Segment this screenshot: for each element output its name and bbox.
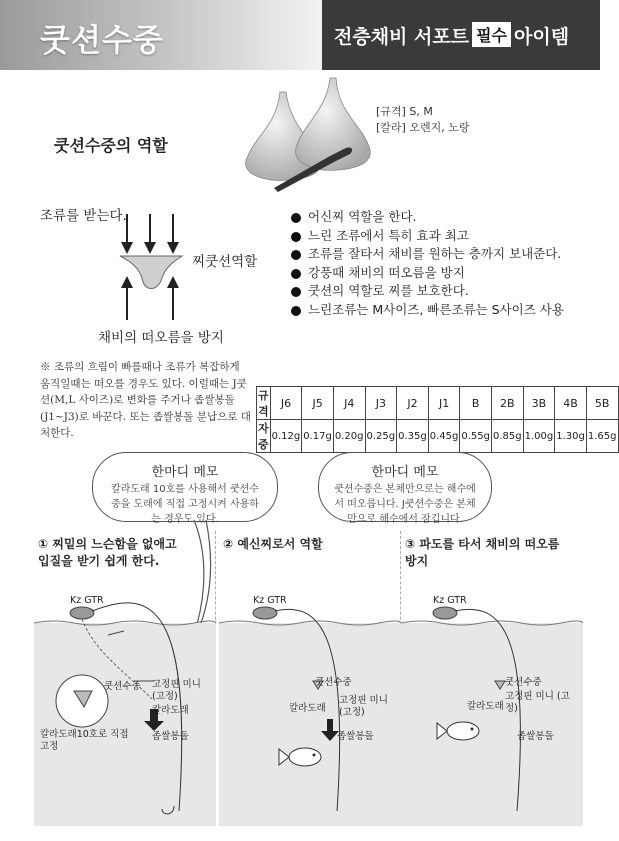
table-cell: 1.65g bbox=[586, 420, 618, 453]
rig-label: 쿳션수중 bbox=[505, 677, 542, 688]
memo-body: 칼라도래 10호를 사용해서 쿳션수중을 도래에 직접 고정시켜 사용하는 경우도 있다. bbox=[111, 484, 259, 525]
float-icon bbox=[433, 607, 457, 619]
feature-item: 느린조류는 M사이즈, 빠른조류는 S사이즈 사용 bbox=[288, 301, 564, 320]
spec-color-label: [칼라] bbox=[376, 121, 406, 134]
memo-bubble-1 bbox=[92, 452, 278, 525]
table-header-size: 규격 bbox=[257, 387, 271, 420]
panel-1 bbox=[34, 531, 216, 826]
spec-color-value: 오렌지, 노랑 bbox=[409, 121, 470, 134]
rig-diagram bbox=[401, 531, 583, 826]
down-arrows bbox=[127, 214, 173, 248]
label-float-cushion: 찌쿳션역할 bbox=[192, 254, 258, 270]
rig-label: 칼라도래 bbox=[289, 703, 326, 714]
header-banner-right bbox=[322, 0, 600, 70]
rig-label: 좁쌀봉돌 bbox=[517, 731, 554, 742]
panel-3 bbox=[401, 531, 583, 826]
table-cell: 0.25g bbox=[365, 420, 397, 453]
spec-size-value: S, M bbox=[409, 105, 433, 118]
rig-label: 고정핀 미니 (고정) bbox=[505, 691, 570, 714]
table-header-weight: 자중 bbox=[257, 420, 271, 453]
cushion-mark bbox=[495, 681, 505, 689]
float-label: Kz GTR bbox=[433, 595, 467, 606]
table-cell: J5 bbox=[302, 387, 334, 420]
rig-diagram bbox=[219, 531, 401, 826]
rig-label: 고정핀 미니 (고정) bbox=[152, 679, 201, 702]
header-banner-left bbox=[0, 0, 322, 70]
table-cell: J3 bbox=[365, 387, 397, 420]
rig-label: 칼라도래 bbox=[152, 705, 189, 716]
page-subtitle bbox=[334, 22, 569, 49]
rig-label: 좁쌀봉돌 bbox=[152, 731, 189, 742]
rig-label: 칼라도래10호로 직접고정 bbox=[40, 729, 129, 752]
panel-2 bbox=[219, 531, 401, 826]
table-cell: 0.55g bbox=[460, 420, 492, 453]
table-cell: 0.12g bbox=[270, 420, 302, 453]
subtitle-post: 아이템 bbox=[514, 26, 570, 48]
table-cell: 2B bbox=[492, 387, 524, 420]
table-cell: 0.45g bbox=[428, 420, 460, 453]
table-row-weight bbox=[257, 420, 619, 453]
fish-icon bbox=[437, 722, 479, 740]
panel-title: ② 예신찌로서 역할 bbox=[223, 537, 323, 551]
rig-label: 좁쌀봉돌 bbox=[337, 731, 374, 742]
float-icon bbox=[253, 607, 277, 619]
memo-title: 한마디 메모 bbox=[151, 465, 219, 480]
table-cell: 4B bbox=[555, 387, 587, 420]
panel-title: ① 찌밑의 느슨함을 없애고 입질을 받기 쉽게 한다. bbox=[38, 537, 177, 568]
table-cell: J6 bbox=[270, 387, 302, 420]
rig-label: 쿳션수중 bbox=[104, 681, 141, 692]
panel-title: ③ 파도를 타서 채비의 떠오름 방지 bbox=[405, 537, 560, 568]
product-photo bbox=[238, 72, 378, 202]
rig-label: 쿳션수중 bbox=[315, 677, 352, 688]
role-diagram bbox=[110, 212, 194, 322]
table-cell: 1.00g bbox=[523, 420, 555, 453]
spec-size-label: [규격] bbox=[376, 105, 406, 118]
float-icon bbox=[70, 607, 94, 619]
memo-bubble-2 bbox=[318, 452, 492, 525]
table-cell: 0.35g bbox=[397, 420, 429, 453]
table-cell: 0.85g bbox=[492, 420, 524, 453]
float-label: Kz GTR bbox=[70, 595, 104, 606]
feature-list bbox=[288, 208, 564, 319]
table-cell: J2 bbox=[397, 387, 429, 420]
size-weight-table bbox=[256, 386, 619, 453]
table-cell: B bbox=[460, 387, 492, 420]
table-cell: J4 bbox=[333, 387, 365, 420]
label-current: 조류를 받는다. bbox=[40, 208, 127, 224]
page-title: 쿳션수중 bbox=[40, 23, 164, 59]
table-cell: 5B bbox=[586, 387, 618, 420]
hook bbox=[162, 806, 174, 814]
table-cell: 1.30g bbox=[555, 420, 587, 453]
memo-body: 쿳션수중은 본체만으로는 해수에서 떠오릅니다. J쿳션수중은 본체만으로 해수에서 잠깁니다. bbox=[334, 484, 476, 525]
feature-item: 쿳션의 역할로 찌를 보호한다. bbox=[288, 282, 564, 301]
float-label: Kz GTR bbox=[253, 595, 287, 606]
table-cell: J1 bbox=[428, 387, 460, 420]
rig-label: 칼라도래 bbox=[467, 701, 504, 712]
fish-icon bbox=[279, 748, 321, 766]
subtitle-pre: 전층채비 서포트 bbox=[334, 26, 470, 48]
feature-item: 어신찌 역할을 한다. bbox=[288, 208, 564, 227]
table-cell: 0.17g bbox=[302, 420, 334, 453]
rig-label: 고정핀 미니 (고정) bbox=[339, 695, 388, 718]
subtitle-badge: 필수 bbox=[472, 22, 511, 47]
feature-item: 조류를 잘타서 채비를 원하는 층까지 보내준다. bbox=[288, 245, 564, 264]
feature-item: 느린 조류에서 특히 효과 최고 bbox=[288, 227, 564, 246]
usage-note: ※ 조류의 흐림이 빠를때나 조류가 복잡하게 움직일때는 떠오를 경우도 있다. 이럴때는 J쿳션(M,L 사이즈)로 변화를 주거나 좁쌀봉돌(J1~J3)로 바꾼다. 또는 좁쌀봉돌 분납으로 대처한다. bbox=[40, 361, 251, 439]
product-spec bbox=[376, 104, 469, 136]
role-title: 쿳션수중의 역할 bbox=[54, 136, 168, 155]
table-cell: 0.20g bbox=[333, 420, 365, 453]
memo-title: 한마디 메모 bbox=[371, 465, 439, 480]
feature-item: 강풍때 채비의 떠오름을 방지 bbox=[288, 264, 564, 283]
table-row-size bbox=[257, 387, 619, 420]
label-prevent-rise: 채비의 떠오름을 방지 bbox=[98, 330, 224, 346]
table-cell: 3B bbox=[523, 387, 555, 420]
